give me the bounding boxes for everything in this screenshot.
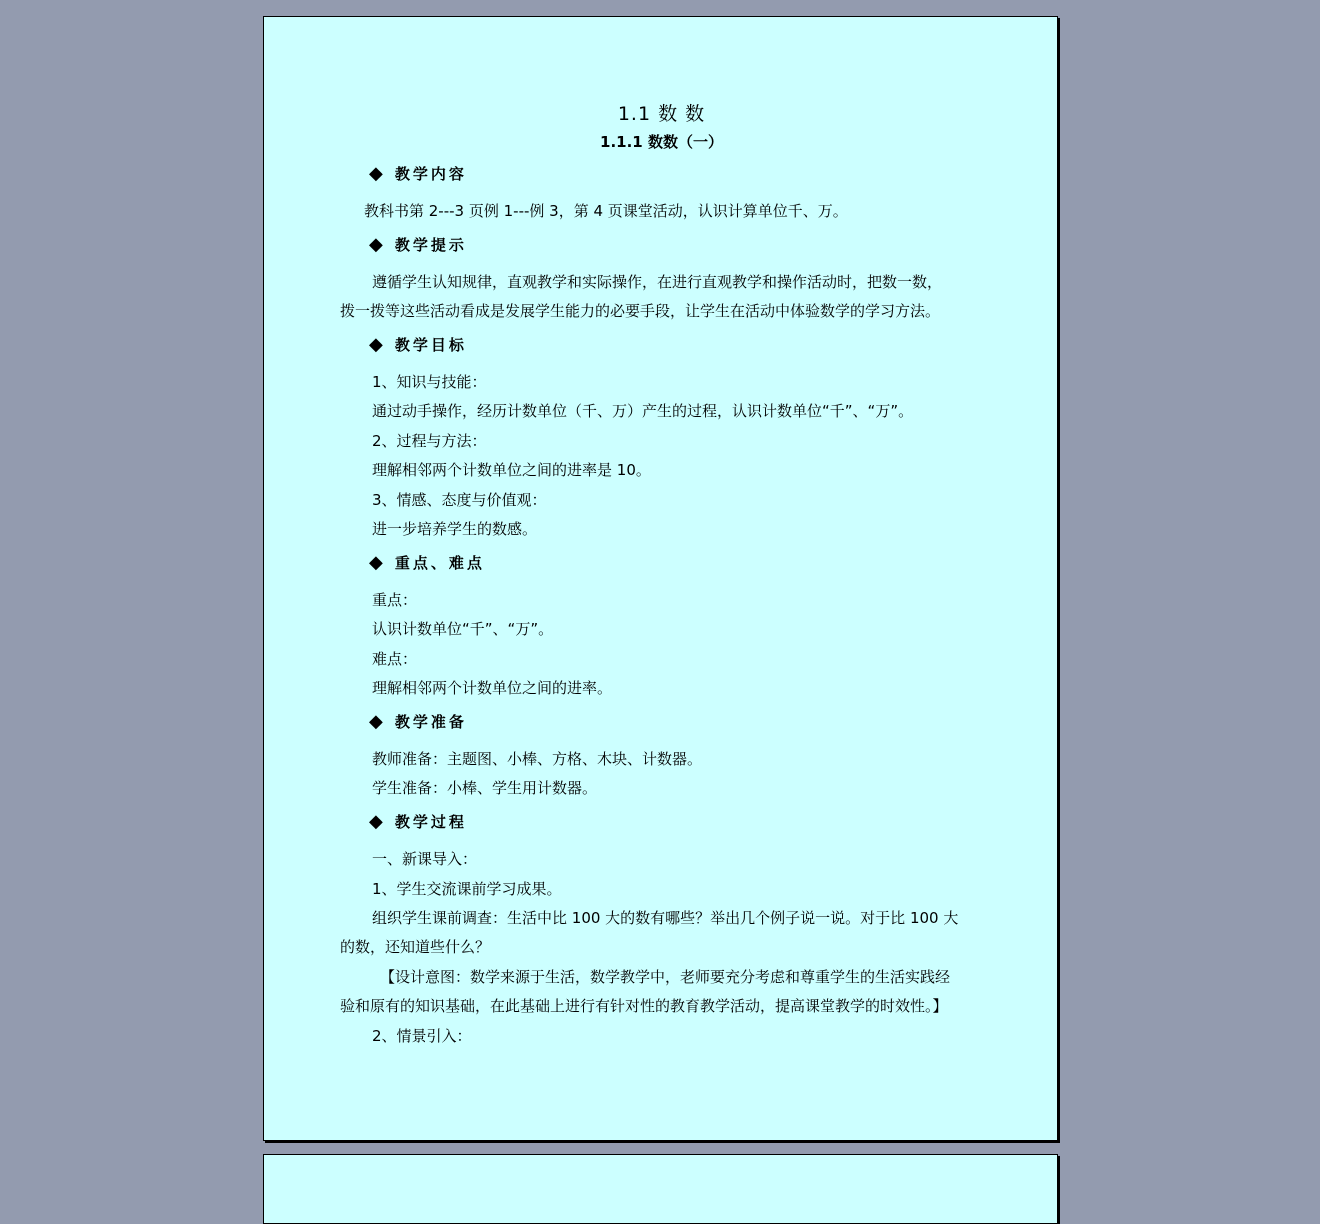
paragraph-line: 学生准备：小棒、学生用计数器。 [372, 779, 598, 797]
document-page-1 [263, 16, 1058, 1141]
paragraph-line: 拨一拨等这些活动看成是发展学生能力的必要手段，让学生在活动中体验数学的学习方法。 [340, 302, 941, 320]
paragraph-line: 理解相邻两个计数单位之间的进率是 10。 [372, 461, 651, 479]
paragraph-line: 认识计数单位“千”、“万”。 [372, 620, 554, 638]
section-heading-teaching-process [369, 811, 467, 832]
paragraph-line: 3、情感、态度与价值观： [372, 491, 547, 509]
paragraph-line: 1、学生交流课前学习成果。 [372, 880, 562, 898]
diamond-bullet-icon: ◆ [369, 163, 383, 184]
section-heading-label: 重点、难点 [394, 554, 485, 572]
paragraph-line: 的数，还知道些什么？ [340, 938, 491, 956]
section-heading-label: 教学准备 [394, 713, 467, 731]
paragraph-line: 难点： [372, 650, 418, 668]
section-heading-teaching-goals [369, 334, 467, 355]
paragraph-line: 1、知识与技能： [372, 373, 487, 391]
paragraph-line: 进一步培养学生的数感。 [372, 520, 538, 538]
section-heading-label: 教学过程 [394, 813, 467, 831]
section-heading-teaching-tips [369, 234, 467, 255]
paragraph-line: 2、情景引入： [372, 1027, 472, 1045]
section-heading-teaching-content [369, 163, 467, 184]
diamond-bullet-icon: ◆ [369, 711, 383, 732]
paragraph-line: 验和原有的知识基础，在此基础上进行有针对性的教育教学活动，提高课堂教学的时效性。】 [340, 997, 948, 1015]
section-heading-teaching-preparation [369, 711, 467, 732]
section-heading-label: 教学目标 [394, 336, 467, 354]
document-page-2 [263, 1154, 1058, 1224]
paragraph-line: 【设计意图：数学来源于生活，数学教学中，老师要充分考虑和尊重学生的生活实践经 [380, 968, 951, 986]
paragraph-line: 遵循学生认知规律，直观教学和实际操作，在进行直观教学和操作活动时，把数一数， [372, 273, 943, 291]
diamond-bullet-icon: ◆ [369, 811, 383, 832]
paragraph-line: 2、过程与方法： [372, 432, 487, 450]
document-title: 1.1 数 数 [617, 103, 706, 125]
diamond-bullet-icon: ◆ [369, 552, 383, 573]
section-heading-label: 教学提示 [394, 236, 467, 254]
section-heading-label: 教学内容 [394, 165, 467, 183]
paragraph-line: 教师准备：主题图、小棒、方格、木块、计数器。 [372, 750, 703, 768]
paragraph-line: 组织学生课前调查：生活中比 100 大的数有哪些？举出几个例子说一说。对于比 100 大 [372, 909, 959, 927]
diamond-bullet-icon: ◆ [369, 234, 383, 255]
document-subtitle: 1.1.1 数数（一） [600, 133, 723, 151]
paragraph-line: 通过动手操作，经历计数单位（千、万）产生的过程，认识计数单位“千”、“万”。 [372, 402, 914, 420]
paragraph-line: 重点： [372, 591, 418, 609]
paragraph-line: 教科书第 2---3 页例 1---例 3，第 4 页课堂活动，认识计算单位千、万。 [364, 202, 848, 220]
diamond-bullet-icon: ◆ [369, 334, 383, 355]
paragraph-line: 一、新课导入： [372, 850, 478, 868]
paragraph-line: 理解相邻两个计数单位之间的进率。 [372, 679, 613, 697]
section-heading-key-difficult-points [369, 552, 485, 573]
